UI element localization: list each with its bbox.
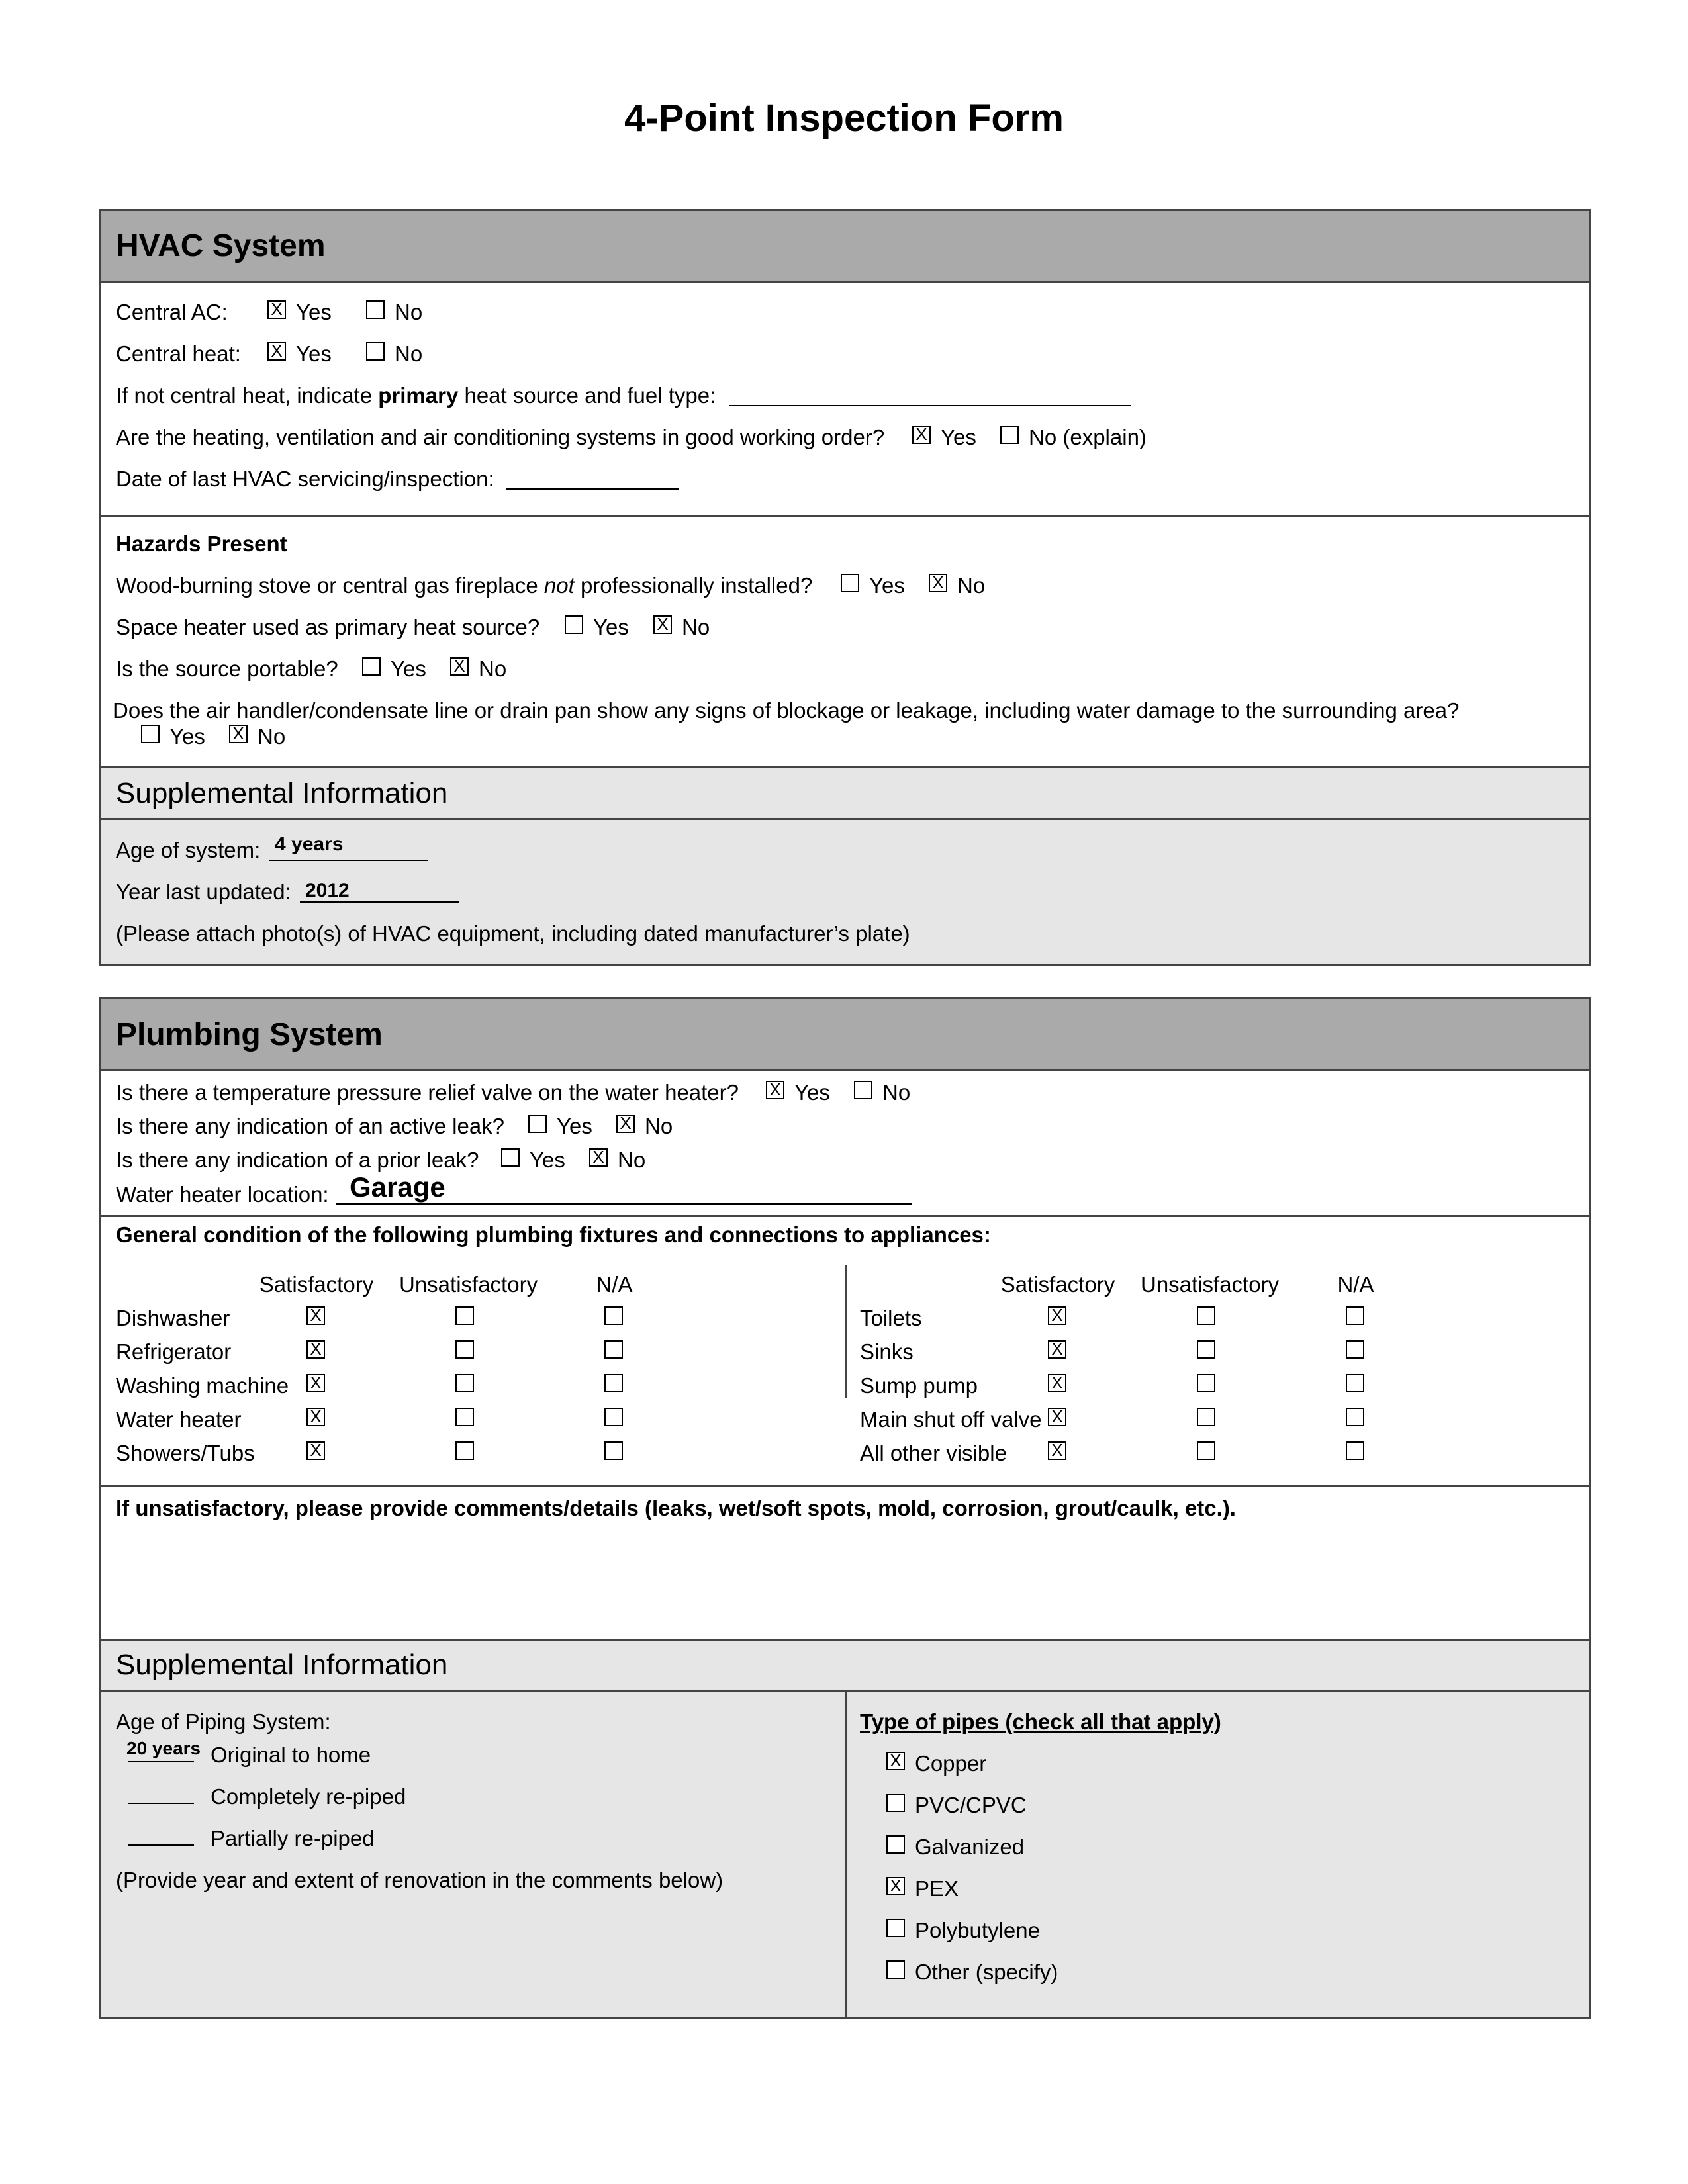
wood-stove-label: Wood-burning stove or central gas fireplace not professionally installed?	[116, 573, 813, 598]
divider	[101, 1215, 1589, 1217]
fixture-unsatisfactory-checkbox[interactable]	[455, 1340, 474, 1359]
central-heat-label: Central heat:	[116, 341, 241, 366]
original-age-field[interactable]	[128, 1761, 194, 1762]
completely-repiped-label: Completely re-piped	[211, 1784, 406, 1809]
system-age-label: Age of system:	[116, 838, 261, 862]
fixture-label: Dishwasher	[116, 1306, 230, 1330]
active-leak-no-label: No	[645, 1114, 673, 1138]
good-order-yes-checkbox[interactable]: X	[912, 426, 931, 444]
fixtures-column-header: Unsatisfactory	[399, 1272, 538, 1297]
good-order-no-label: No (explain)	[1029, 425, 1147, 449]
prior-leak-yes-label: Yes	[530, 1148, 565, 1172]
fixture-satisfactory-checkbox[interactable]: X	[1048, 1340, 1066, 1359]
active-leak-no-checkbox[interactable]: X	[616, 1115, 635, 1133]
fixture-na-checkbox[interactable]	[1346, 1408, 1364, 1426]
pipe-type-label: Galvanized	[915, 1835, 1025, 1859]
good-order-label: Are the heating, ventilation and air conditioning systems in good working order?	[116, 425, 885, 449]
fixture-satisfactory-checkbox[interactable]: X	[306, 1374, 325, 1392]
water-heater-location-value: Garage	[350, 1171, 445, 1203]
good-order-no-checkbox[interactable]	[1000, 426, 1019, 444]
fixture-unsatisfactory-checkbox[interactable]	[455, 1306, 474, 1325]
fixture-satisfactory-checkbox[interactable]: X	[306, 1306, 325, 1325]
central-heat-yes-label: Yes	[296, 341, 332, 366]
active-leak-label: Is there any indication of an active leak?	[116, 1114, 505, 1138]
central-heat-no-label: No	[395, 341, 423, 366]
year-updated-value: 2012	[305, 880, 350, 901]
photo-note: (Please attach photo(s) of HVAC equipment, including dated manufacturer’s plate)	[116, 921, 910, 946]
central-ac-no-label: No	[395, 300, 423, 324]
space-heater-no-label: No	[682, 615, 710, 639]
central-ac-yes-label: Yes	[296, 300, 332, 324]
plumbing-header: Plumbing System	[101, 999, 1589, 1071]
fixture-na-checkbox[interactable]	[604, 1441, 623, 1460]
air-handler-no-checkbox[interactable]: X	[229, 725, 248, 743]
fixtures-column-header: Unsatisfactory	[1141, 1272, 1280, 1297]
fixtures-column-header: N/A	[596, 1272, 633, 1297]
pipe-type-checkbox[interactable]	[886, 1794, 905, 1812]
fixtures-column-divider	[845, 1265, 847, 1398]
central-ac-no-checkbox[interactable]	[366, 300, 385, 319]
partially-repiped-label: Partially re-piped	[211, 1826, 375, 1850]
form-title: 4-Point Inspection Form	[624, 97, 1064, 140]
fixture-satisfactory-checkbox[interactable]: X	[1048, 1441, 1066, 1460]
last-service-field[interactable]	[506, 488, 679, 490]
fixture-label: Washing machine	[116, 1373, 289, 1398]
fixture-na-checkbox[interactable]	[604, 1306, 623, 1325]
tpr-valve-label: Is there a temperature pressure relief valve on the water heater?	[116, 1080, 739, 1105]
fixture-satisfactory-checkbox[interactable]: X	[1048, 1408, 1066, 1426]
fixture-na-checkbox[interactable]	[1346, 1441, 1364, 1460]
fixture-na-checkbox[interactable]	[604, 1340, 623, 1359]
fixtures-heading: General condition of the following plumbing fixtures and connections to appliances:	[116, 1222, 991, 1247]
fixture-satisfactory-checkbox[interactable]: X	[306, 1408, 325, 1426]
fixture-label: Toilets	[860, 1306, 922, 1330]
repiped-field[interactable]	[128, 1803, 194, 1804]
original-to-home-label: Original to home	[211, 1743, 371, 1767]
pipe-type-checkbox[interactable]: X	[886, 1877, 905, 1895]
fixture-na-checkbox[interactable]	[604, 1408, 623, 1426]
fixtures-column-header: N/A	[1337, 1272, 1374, 1297]
air-handler-yes-checkbox[interactable]	[141, 725, 160, 743]
pipe-type-checkbox[interactable]	[886, 1960, 905, 1979]
fixture-unsatisfactory-checkbox[interactable]	[1197, 1408, 1215, 1426]
pipe-type-label: PEX	[915, 1876, 959, 1901]
good-order-yes-label: Yes	[941, 425, 976, 449]
water-heater-location-label: Water heater location:	[116, 1182, 329, 1206]
fixture-unsatisfactory-checkbox[interactable]	[455, 1441, 474, 1460]
air-handler-label: Does the air handler/condensate line or drain pan show any signs of blockage or leakage, including water damage to the surrounding area?	[113, 698, 1460, 723]
fixture-label: Water heater	[116, 1407, 242, 1432]
fixtures-column-header: Satisfactory	[259, 1272, 374, 1297]
wood-stove-no-checkbox[interactable]: X	[929, 574, 947, 592]
fixture-label: Main shut off valve	[860, 1407, 1042, 1432]
tpr-valve-yes-label: Yes	[794, 1080, 830, 1105]
fixture-na-checkbox[interactable]	[604, 1374, 623, 1392]
plumbing-section	[99, 997, 1591, 2019]
prior-leak-no-checkbox[interactable]: X	[589, 1148, 608, 1167]
fixture-label: All other visible	[860, 1441, 1007, 1465]
fixture-satisfactory-checkbox[interactable]: X	[1048, 1374, 1066, 1392]
hvac-header: HVAC System	[101, 211, 1589, 283]
pipe-types-heading: Type of pipes (check all that apply)	[860, 1709, 1221, 1734]
pipe-type-label: Other (specify)	[915, 1960, 1058, 1984]
hvac-section	[99, 209, 1591, 966]
fixture-satisfactory-checkbox[interactable]: X	[1048, 1306, 1066, 1325]
hvac-supplemental-header: Supplemental Information	[101, 766, 1589, 820]
fixture-unsatisfactory-checkbox[interactable]	[1197, 1441, 1215, 1460]
fixture-unsatisfactory-checkbox[interactable]	[455, 1374, 474, 1392]
fixture-satisfactory-checkbox[interactable]: X	[306, 1441, 325, 1460]
water-heater-location-field[interactable]	[336, 1203, 912, 1205]
portable-yes-checkbox[interactable]	[362, 657, 381, 676]
heat-source-label: If not central heat, indicate primary heat source and fuel type:	[116, 383, 716, 408]
portable-no-label: No	[479, 657, 507, 681]
prior-leak-label: Is there any indication of a prior leak?	[116, 1148, 479, 1172]
original-age-value: 20 years	[126, 1738, 201, 1758]
tpr-valve-no-label: No	[882, 1080, 911, 1105]
tpr-valve-yes-checkbox[interactable]: X	[766, 1081, 784, 1099]
fixture-na-checkbox[interactable]	[1346, 1374, 1364, 1392]
active-leak-yes-checkbox[interactable]	[528, 1115, 547, 1133]
wood-stove-yes-label: Yes	[869, 573, 905, 598]
piping-age-label: Age of Piping System:	[116, 1709, 331, 1734]
space-heater-no-checkbox[interactable]: X	[653, 615, 672, 634]
divider	[101, 515, 1589, 517]
system-age-value: 4 years	[275, 833, 344, 855]
fixture-label: Refrigerator	[116, 1340, 232, 1364]
fixture-unsatisfactory-checkbox[interactable]	[1197, 1340, 1215, 1359]
active-leak-yes-label: Yes	[557, 1114, 592, 1138]
supplemental-column-divider	[845, 1692, 847, 2017]
comments-heading: If unsatisfactory, please provide comments/details (leaks, wet/soft spots, mold, corrosion, grout/caulk, etc.).	[116, 1496, 1236, 1520]
wood-stove-no-label: No	[957, 573, 986, 598]
tpr-valve-no-checkbox[interactable]	[854, 1081, 872, 1099]
plumbing-supplemental-header: Supplemental Information	[101, 1639, 1589, 1692]
fixture-label: Showers/Tubs	[116, 1441, 255, 1465]
portable-yes-label: Yes	[391, 657, 426, 681]
central-ac-yes-checkbox[interactable]: X	[267, 300, 286, 319]
last-service-label: Date of last HVAC servicing/inspection:	[116, 467, 494, 491]
central-ac-label: Central AC:	[116, 300, 228, 324]
pipe-type-label: PVC/CPVC	[915, 1793, 1027, 1817]
comments-area[interactable]	[116, 1529, 1575, 1635]
fixture-label: Sump pump	[860, 1373, 978, 1398]
space-heater-yes-label: Yes	[593, 615, 629, 639]
fixture-unsatisfactory-checkbox[interactable]	[455, 1408, 474, 1426]
year-updated-label: Year last updated:	[116, 880, 291, 904]
fixture-unsatisfactory-checkbox[interactable]	[1197, 1374, 1215, 1392]
fixture-satisfactory-checkbox[interactable]: X	[306, 1340, 325, 1359]
pipe-type-checkbox[interactable]	[886, 1835, 905, 1854]
system-age-field[interactable]	[269, 860, 428, 861]
fixture-na-checkbox[interactable]	[1346, 1306, 1364, 1325]
pipe-type-label: Copper	[915, 1751, 987, 1776]
prior-leak-yes-checkbox[interactable]	[501, 1148, 520, 1167]
partially-repiped-field[interactable]	[128, 1844, 194, 1846]
pipe-type-checkbox[interactable]	[886, 1919, 905, 1937]
renovation-note: (Provide year and extent of renovation in the comments below)	[116, 1868, 724, 1892]
hazards-heading: Hazards Present	[116, 531, 287, 556]
year-updated-field[interactable]	[300, 901, 459, 903]
air-handler-yes-label: Yes	[169, 724, 205, 749]
pipe-type-label: Polybutylene	[915, 1918, 1040, 1942]
prior-leak-no-label: No	[618, 1148, 646, 1172]
air-handler-no-label: No	[258, 724, 286, 749]
heat-source-field[interactable]	[729, 405, 1131, 406]
pipe-type-checkbox[interactable]: X	[886, 1752, 905, 1770]
portable-label: Is the source portable?	[116, 657, 338, 681]
central-heat-yes-checkbox[interactable]: X	[267, 342, 286, 361]
portable-no-checkbox[interactable]: X	[450, 657, 469, 676]
fixtures-column-header: Satisfactory	[1000, 1272, 1115, 1297]
space-heater-label: Space heater used as primary heat source?	[116, 615, 540, 639]
central-heat-no-checkbox[interactable]	[366, 342, 385, 361]
fixture-unsatisfactory-checkbox[interactable]	[1197, 1306, 1215, 1325]
wood-stove-yes-checkbox[interactable]	[841, 574, 859, 592]
fixture-na-checkbox[interactable]	[1346, 1340, 1364, 1359]
space-heater-yes-checkbox[interactable]	[565, 615, 583, 634]
fixture-label: Sinks	[860, 1340, 914, 1364]
divider	[101, 1485, 1589, 1487]
